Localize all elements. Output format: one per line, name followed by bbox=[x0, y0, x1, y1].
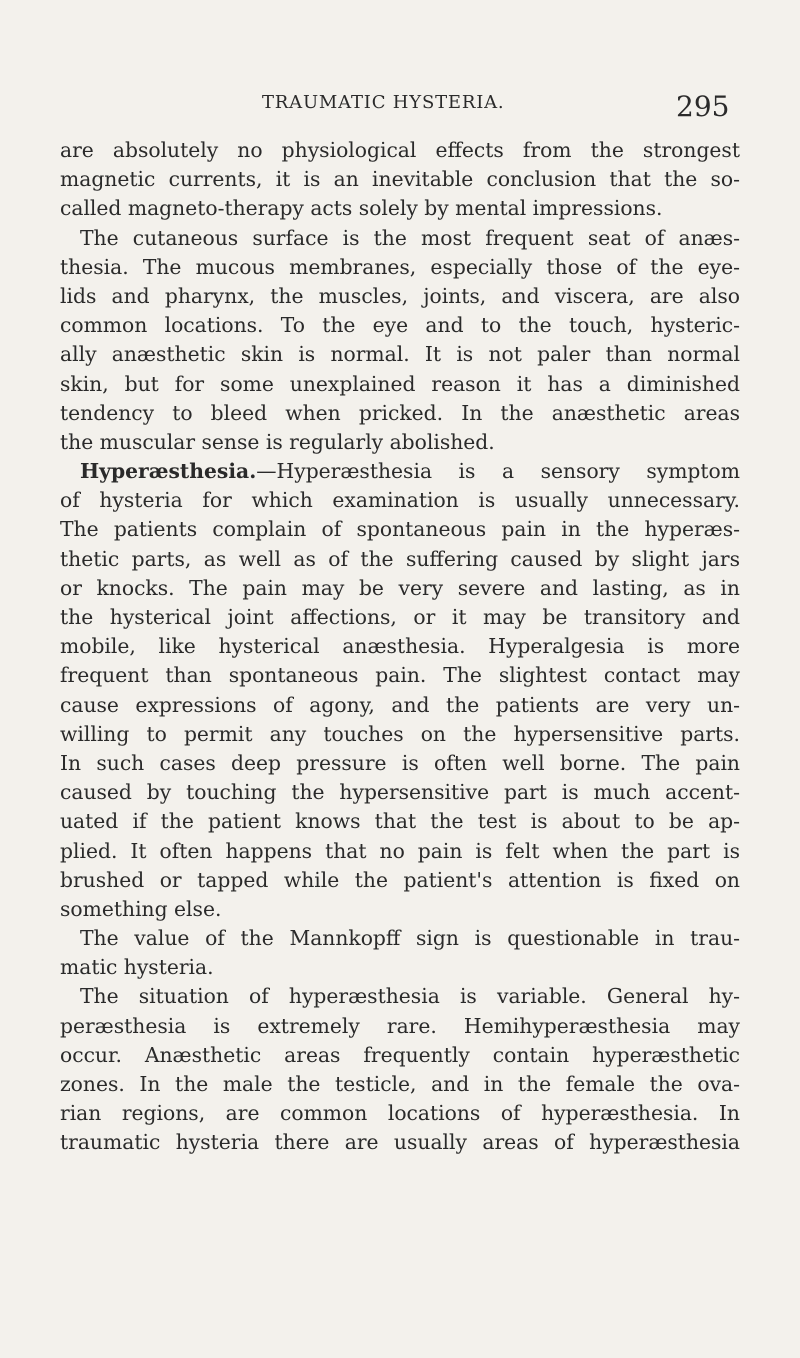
text-line: of hysteria for which examination is usually unnecessary. bbox=[60, 488, 740, 513]
text-line: called magneto-therapy acts solely by mental impressions. bbox=[60, 196, 663, 221]
text-line: thesia. The mucous membranes, especially those of the eye- bbox=[60, 254, 740, 279]
text-line: willing to permit any touches on the hypersensitive parts. bbox=[60, 721, 740, 746]
text-line: uated if the patient knows that the test is about to be ap- bbox=[60, 809, 740, 834]
text-line: or knocks. The pain may be very severe and lasting, as in bbox=[60, 575, 740, 600]
text-line: occur. Anæsthetic areas frequently contain hyperæsthetic bbox=[60, 1042, 740, 1067]
text-line: cause expressions of agony, and the patients are very un- bbox=[60, 692, 740, 717]
running-title: TRAUMATIC HYSTERIA. bbox=[262, 92, 505, 113]
text-line: plied. It often happens that no pain is felt when the part is bbox=[60, 838, 740, 863]
text-line: peræsthesia is extremely rare. Hemihyperæsthesia may bbox=[60, 1013, 740, 1038]
body-text bbox=[60, 136, 740, 1158]
text-line: are absolutely no physiological effects from the strongest bbox=[60, 138, 740, 162]
text-line: the muscular sense is regularly abolished. bbox=[60, 429, 495, 454]
text-line: lids and pharynx, the muscles, joints, and viscera, are also bbox=[60, 283, 740, 308]
page-number: 295 bbox=[676, 90, 730, 123]
text-line: magnetic currents, it is an inevitable conclusion that the so- bbox=[60, 167, 740, 192]
text-line: the hysterical joint affections, or it may be transitory and bbox=[60, 605, 740, 629]
text-fragment: —Hyperæsthesia is a sensory symptom bbox=[256, 459, 740, 484]
section-heading: Hyperæsthesia. bbox=[80, 459, 257, 484]
text-line: skin, but for some unexplained reason it has a diminished bbox=[60, 371, 740, 396]
page-header bbox=[0, 86, 800, 123]
text-line: mobile, like hysterical anæsthesia. Hyperalgesia is more bbox=[60, 634, 740, 659]
text-line: The cutaneous surface is the most frequent seat of anæs- bbox=[80, 225, 740, 250]
text-line: matic hysteria. bbox=[60, 955, 214, 980]
text-line: The situation of hyperæsthesia is variable. General hy- bbox=[80, 984, 740, 1009]
text-line: In such cases deep pressure is often well borne. The pain bbox=[60, 750, 740, 775]
text-line: thetic parts, as well as of the suffering caused by slight jars bbox=[60, 546, 740, 571]
text-line: zones. In the male the testicle, and in the female the ova- bbox=[60, 1072, 740, 1096]
text-line: frequent than spontaneous pain. The slightest contact may bbox=[60, 663, 740, 688]
text-line: brushed or tapped while the patient's attention is fixed on bbox=[60, 867, 740, 892]
text-line: The patients complain of spontaneous pain in the hyperæs- bbox=[60, 517, 740, 542]
text-line: ally anæsthetic skin is normal. It is not paler than normal bbox=[60, 342, 740, 367]
text-line: rian regions, are common locations of hyperæsthesia. In bbox=[60, 1101, 740, 1126]
text-line: something else. bbox=[60, 896, 222, 921]
text-line: traumatic hysteria there are usually areas of hyperæsthesia bbox=[60, 1130, 740, 1155]
text-line: caused by touching the hypersensitive part is much accent- bbox=[60, 780, 740, 805]
text-line: tendency to bleed when pricked. In the anæsthetic areas bbox=[60, 400, 740, 425]
text-line: common locations. To the eye and to the touch, hysteric- bbox=[60, 313, 740, 338]
text-line: The value of the Mannkopff sign is questionable in trau- bbox=[80, 926, 740, 951]
paragraph-heading-line bbox=[60, 457, 740, 486]
